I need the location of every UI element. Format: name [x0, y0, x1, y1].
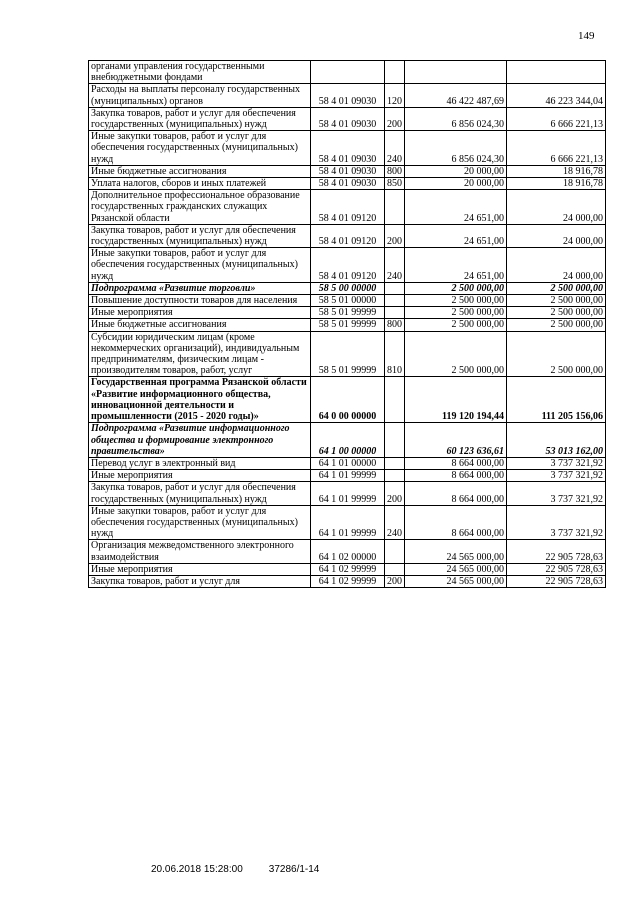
- row-code: 64 1 02 99999: [311, 575, 385, 587]
- row-amount-executed: 6 666 221,13: [507, 107, 606, 130]
- row-code: [311, 61, 385, 84]
- row-amount-executed: 2 500 000,00: [507, 331, 606, 377]
- row-amount-executed: 2 500 000,00: [507, 295, 606, 307]
- table-row: [89, 282, 606, 294]
- table-row: [89, 505, 606, 540]
- row-name: Организация межведомственного электронного взаимодействия: [89, 540, 311, 563]
- row-expense-type: [385, 295, 405, 307]
- row-name: Иные мероприятия: [89, 470, 311, 482]
- row-amount-executed: 18 916,78: [507, 165, 606, 177]
- row-code: 64 1 02 00000: [311, 540, 385, 563]
- row-amount-executed: 53 013 162,00: [507, 423, 606, 458]
- row-expense-type: [385, 377, 405, 423]
- table-row: [89, 457, 606, 469]
- table-row: [89, 295, 606, 307]
- row-amount-planned: 24 565 000,00: [405, 563, 507, 575]
- row-name: Уплата налогов, сборов и иных платежей: [89, 178, 311, 190]
- row-amount-executed: 6 666 221,13: [507, 131, 606, 166]
- row-name: Иные закупки товаров, работ и услуг для обеспечения государственных (муниципальных) нужд: [89, 505, 311, 540]
- row-name: Повышение доступности товаров для населения: [89, 295, 311, 307]
- row-code: 64 0 00 00000: [311, 377, 385, 423]
- row-name: Иные закупки товаров, работ и услуг для обеспечения государственных (муниципальных) нужд: [89, 248, 311, 283]
- row-amount-executed: 3 737 321,92: [507, 482, 606, 505]
- table-row: [89, 165, 606, 177]
- row-amount-planned: 24 651,00: [405, 190, 507, 225]
- row-name: Иные бюджетные ассигнования: [89, 165, 311, 177]
- row-amount-planned: 6 856 024,30: [405, 107, 507, 130]
- table-row: [89, 107, 606, 130]
- row-amount-executed: 2 500 000,00: [507, 319, 606, 331]
- row-amount-executed: 2 500 000,00: [507, 282, 606, 294]
- table-row: [89, 224, 606, 247]
- row-expense-type: 810: [385, 331, 405, 377]
- footer: [151, 864, 319, 875]
- row-amount-executed: 3 737 321,92: [507, 457, 606, 469]
- row-expense-type: [385, 423, 405, 458]
- table-row: [89, 377, 606, 423]
- budget-table: [88, 60, 606, 588]
- row-expense-type: 800: [385, 319, 405, 331]
- row-expense-type: 200: [385, 107, 405, 130]
- row-amount-executed: 22 905 728,63: [507, 540, 606, 563]
- row-code: 58 5 01 99999: [311, 307, 385, 319]
- row-expense-type: 240: [385, 131, 405, 166]
- row-amount-executed: 24 000,00: [507, 248, 606, 283]
- row-code: 58 4 01 09030: [311, 131, 385, 166]
- row-code: 58 4 01 09120: [311, 224, 385, 247]
- row-code: 58 4 01 09030: [311, 165, 385, 177]
- row-expense-type: 120: [385, 84, 405, 107]
- row-name: Перевод услуг в электронный вид: [89, 457, 311, 469]
- row-code: 58 5 01 99999: [311, 331, 385, 377]
- row-name: Подпрограмма «Развитие торговли»: [89, 282, 311, 294]
- table-row: [89, 423, 606, 458]
- row-name: Иные закупки товаров, работ и услуг для обеспечения государственных (муниципальных) нужд: [89, 131, 311, 166]
- row-name: Субсидии юридическим лицам (кроме некоммерческих организаций), индивидуальным предпринимателям, физическим лицам - производителям товаров, работ, услуг: [89, 331, 311, 377]
- row-code: 64 1 02 99999: [311, 563, 385, 575]
- table-row: [89, 482, 606, 505]
- row-name: Подпрограмма «Развитие информационного общества и формирование электронного правительства»: [89, 423, 311, 458]
- row-amount-executed: [507, 61, 606, 84]
- footer-datetime: 20.06.2018 15:28:00: [151, 864, 243, 875]
- row-expense-type: [385, 282, 405, 294]
- row-code: 64 1 01 99999: [311, 505, 385, 540]
- row-amount-planned: 60 123 636,61: [405, 423, 507, 458]
- row-expense-type: 240: [385, 505, 405, 540]
- row-amount-executed: 24 000,00: [507, 190, 606, 225]
- row-amount-executed: 24 000,00: [507, 224, 606, 247]
- row-amount-planned: 24 651,00: [405, 248, 507, 283]
- row-name: Иные мероприятия: [89, 307, 311, 319]
- table-row: [89, 307, 606, 319]
- table-row: [89, 178, 606, 190]
- row-amount-executed: 22 905 728,63: [507, 563, 606, 575]
- table-row: [89, 248, 606, 283]
- row-amount-planned: 8 664 000,00: [405, 470, 507, 482]
- row-code: 64 1 01 99999: [311, 482, 385, 505]
- table-row: [89, 470, 606, 482]
- row-code: 64 1 01 99999: [311, 470, 385, 482]
- row-amount-planned: 2 500 000,00: [405, 319, 507, 331]
- row-amount-planned: 46 422 487,69: [405, 84, 507, 107]
- row-amount-executed: 22 905 728,63: [507, 575, 606, 587]
- row-code: 58 5 01 99999: [311, 319, 385, 331]
- row-name: Закупка товаров, работ и услуг для обеспечения государственных (муниципальных) нужд: [89, 224, 311, 247]
- table-row: [89, 540, 606, 563]
- row-expense-type: 800: [385, 165, 405, 177]
- row-code: 58 4 01 09120: [311, 190, 385, 225]
- row-amount-planned: 20 000,00: [405, 178, 507, 190]
- row-expense-type: 200: [385, 224, 405, 247]
- budget-table-body: [89, 61, 606, 588]
- row-amount-executed: 111 205 156,06: [507, 377, 606, 423]
- row-amount-planned: 8 664 000,00: [405, 457, 507, 469]
- row-name: Дополнительное профессиональное образование государственных гражданских служащих Рязанской области: [89, 190, 311, 225]
- row-amount-planned: 2 500 000,00: [405, 282, 507, 294]
- row-code: 58 4 01 09030: [311, 178, 385, 190]
- row-amount-planned: 24 565 000,00: [405, 575, 507, 587]
- row-expense-type: [385, 457, 405, 469]
- table-row: [89, 131, 606, 166]
- row-amount-executed: 3 737 321,92: [507, 505, 606, 540]
- row-code: 64 1 01 00000: [311, 457, 385, 469]
- row-expense-type: 240: [385, 248, 405, 283]
- row-expense-type: [385, 190, 405, 225]
- row-amount-planned: 8 664 000,00: [405, 482, 507, 505]
- row-amount-executed: 18 916,78: [507, 178, 606, 190]
- row-name: Закупка товаров, работ и услуг для: [89, 575, 311, 587]
- row-name: Расходы на выплаты персоналу государственных (муниципальных) органов: [89, 84, 311, 107]
- footer-doc-id: 37286/1-14: [268, 864, 320, 875]
- page-number: 149: [578, 30, 595, 42]
- table-row: [89, 61, 606, 84]
- row-expense-type: [385, 563, 405, 575]
- row-amount-planned: 6 856 024,30: [405, 131, 507, 166]
- table-row: [89, 319, 606, 331]
- row-amount-planned: 2 500 000,00: [405, 295, 507, 307]
- table-row: [89, 575, 606, 587]
- row-expense-type: 200: [385, 482, 405, 505]
- row-amount-planned: 2 500 000,00: [405, 331, 507, 377]
- table-row: [89, 84, 606, 107]
- table-row: [89, 190, 606, 225]
- row-name: Государственная программа Рязанской области «Развитие информационного общества, инновационной деятельности и промышленности (2015 - 2020 годы)»: [89, 377, 311, 423]
- row-name: Иные бюджетные ассигнования: [89, 319, 311, 331]
- row-amount-planned: 24 651,00: [405, 224, 507, 247]
- row-amount-planned: 20 000,00: [405, 165, 507, 177]
- row-amount-planned: 8 664 000,00: [405, 505, 507, 540]
- row-name: Закупка товаров, работ и услуг для обеспечения государственных (муниципальных) нужд: [89, 482, 311, 505]
- row-amount-executed: 2 500 000,00: [507, 307, 606, 319]
- row-code: 64 1 00 00000: [311, 423, 385, 458]
- row-expense-type: [385, 540, 405, 563]
- table-row: [89, 563, 606, 575]
- row-code: 58 4 01 09030: [311, 107, 385, 130]
- row-amount-planned: 119 120 194,44: [405, 377, 507, 423]
- row-expense-type: [385, 61, 405, 84]
- row-name: Иные мероприятия: [89, 563, 311, 575]
- row-name: Закупка товаров, работ и услуг для обеспечения государственных (муниципальных) нужд: [89, 107, 311, 130]
- row-code: 58 5 00 00000: [311, 282, 385, 294]
- row-amount-planned: 2 500 000,00: [405, 307, 507, 319]
- row-expense-type: 850: [385, 178, 405, 190]
- row-name: органами управления государственными внебюджетными фондами: [89, 61, 311, 84]
- row-code: 58 4 01 09030: [311, 84, 385, 107]
- row-amount-executed: 3 737 321,92: [507, 470, 606, 482]
- row-code: 58 5 01 00000: [311, 295, 385, 307]
- row-amount-executed: 46 223 344,04: [507, 84, 606, 107]
- table-row: [89, 331, 606, 377]
- row-expense-type: [385, 307, 405, 319]
- row-amount-planned: [405, 61, 507, 84]
- row-amount-planned: 24 565 000,00: [405, 540, 507, 563]
- row-code: 58 4 01 09120: [311, 248, 385, 283]
- row-expense-type: [385, 470, 405, 482]
- row-expense-type: 200: [385, 575, 405, 587]
